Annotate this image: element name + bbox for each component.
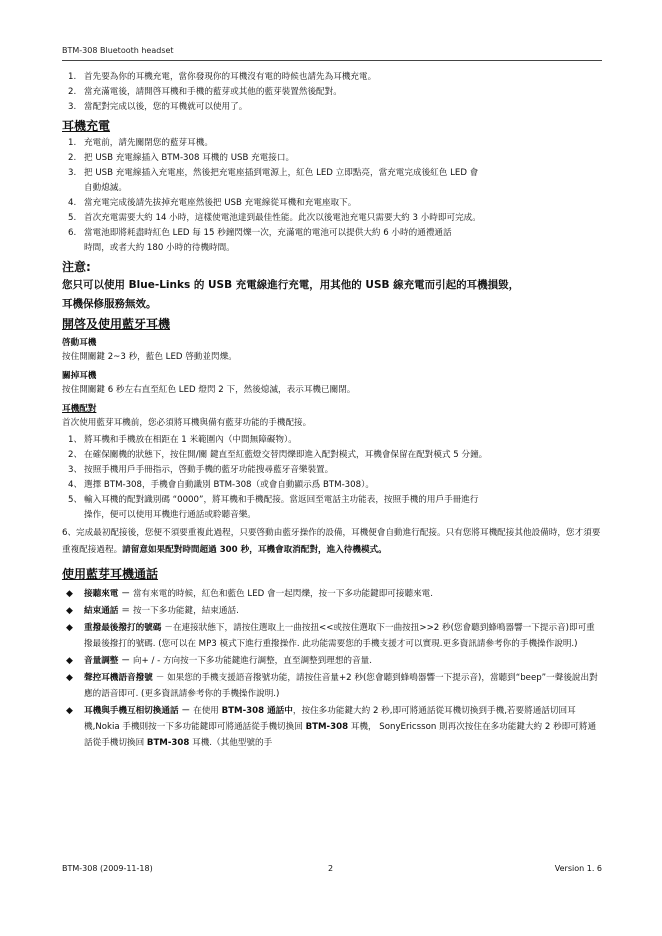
bullet-item: ◆ 音量調整 － 向+ / - 方向按一下多功能鍵進行調整，直至調整到理想的音量. bbox=[62, 653, 602, 669]
footer-doc-id: BTM-308 (2009-11-18) bbox=[62, 864, 153, 873]
pairing-note: 6、完成最初配接後，您便不須要重複此過程，只要啓動由藍牙操作的設備，耳機便會自動進行配接。只有您將耳機配接其他設備時，您才須要重複配接過程。請留意如果配對時間超過 300 秒，耳機會取消配對，進入待機模式。 bbox=[62, 528, 601, 555]
list-item: 2. 把 USB 充電線插入 BTM-308 耳機的 USB 充電接口。 bbox=[68, 153, 295, 163]
list-item: 3. 當配對完成以後，您的耳機就可以使用了。 bbox=[68, 102, 248, 112]
section-heading-power: 開啓及使用藍牙耳機 bbox=[62, 317, 171, 331]
list-item: 4. 當充電完成後請先拔掉充電座然後把 USB 充電線從耳機和充電座取下。 bbox=[68, 198, 357, 208]
document-body bbox=[62, 72, 602, 752]
list-item: 3. 把 USB 充電線插入充電座，然後把充電座插到電源上，紅色 LED 立即點亮，當充電完成後紅色 LED 會 bbox=[68, 168, 479, 178]
note-line: 您只可以使用 Blue-Links 的 USB 充電線進行充電，用其他的 USB 線充電而引起的耳機損毀， bbox=[62, 279, 520, 291]
paragraph: 按住開關鍵 2~3 秒，藍色 LED 啓動並閃爍。 bbox=[62, 352, 237, 362]
list-item: 2. 當充滿電後，請開啓耳機和手機的藍芽或其他的藍芽裝置然後配對。 bbox=[68, 87, 342, 97]
bullet-item: ◆ 接聽來電 － 當有來電的時候，紅色和藍色 LED 會一起閃爍，按一下多功能鍵即可接聽來電. bbox=[62, 586, 602, 602]
bullet-item: ◆ 結束通話 ＝ 按一下多功能鍵，結束通話. bbox=[62, 603, 602, 619]
diamond-bullet-icon: ◆ bbox=[66, 589, 73, 599]
paragraph: 首次使用藍芽耳機前，您必須將耳機與備有藍芽功能的手機配接。 bbox=[62, 418, 312, 428]
list-item: 5、 輸入耳機的配對識別碼 “0000”，將耳機和手機配接。當返回至電話主功能表，按照手機的用戶手冊進行 bbox=[68, 495, 479, 505]
subheading-power-off: 關掉耳機 bbox=[62, 371, 97, 381]
list-item: 5. 首次充電需要大約 14 小時，這樣使電池達到最佳性能。此次以後電池充電只需要大約 3 小時即可完成。 bbox=[68, 213, 481, 223]
header-divider bbox=[62, 60, 602, 61]
list-item-continuation: 時間，或者大約 180 小時的待機時間。 bbox=[84, 243, 235, 253]
section-heading-calls: 使用藍芽耳機通話 bbox=[62, 567, 159, 581]
footer-page-number: 2 bbox=[328, 864, 334, 873]
list-item: 1. 充電前，請先關閉您的藍芽耳機。 bbox=[68, 138, 213, 148]
diamond-bullet-icon: ◆ bbox=[66, 623, 73, 633]
note-heading: 注意: bbox=[62, 260, 91, 274]
diamond-bullet-icon: ◆ bbox=[66, 706, 73, 716]
list-item-continuation: 操作，便可以使用耳機進行通話或聆聽音樂。 bbox=[84, 510, 256, 520]
paragraph: 按住開關鍵 6 秒左右直至紅色 LED 燈閃 2 下，然後熄滅，表示耳機已關閉。 bbox=[62, 385, 356, 395]
list-item: 1、 將耳機和手機放在相距在 1 米範圍內（中間無障礙物）。 bbox=[68, 435, 297, 445]
note-line: 耳機保修服務無效。 bbox=[62, 298, 157, 310]
section-heading-charging: 耳機充電 bbox=[62, 119, 111, 133]
page-header: BTM-308 Bluetooth headset bbox=[62, 46, 174, 55]
subheading-pairing: 耳機配對 bbox=[62, 404, 97, 414]
diamond-bullet-icon: ◆ bbox=[66, 673, 73, 683]
list-item-continuation: 自動熄滅。 bbox=[84, 183, 127, 193]
list-item: 1. 首先要為你的耳機充電，當你發現你的耳機沒有電的時候也請先為耳機充電。 bbox=[68, 72, 377, 82]
bullet-item: ◆ 重撥最後撥打的號碼 －在連接狀態下，請按住選取上一曲按扭<<或按住選取下一曲按扭>>2 秒(您會聽到蜂鳴器響一下提示音)即可重撥最後撥打的號碼. (您可以在 MP3 模式下進行重撥操作. 此功能需要您的手機支援才可以實現.更多資訊請參考你的手機操作說明.) bbox=[62, 620, 602, 652]
bullet-item: ◆ 聲控耳機語音撥號 － 如果您的手機支援語音撥號功能，請按住音量+2 秒(您會聽到蜂鳴器響一下提示音)，當聽到“beep”一聲後說出對應的語音即可. (更多資訊請參考你的手機操作說明.) bbox=[62, 670, 602, 702]
subheading-power-on: 啓動耳機 bbox=[62, 338, 97, 348]
bullet-item: ◆ 耳機與手機互相切換通話 － 在使用 BTM-308 通話中，按住多功能鍵大約 2 秒,即可將通話從耳機切換到手機,若要將通話切回耳機,Nokia 手機則按一下多功能鍵即可將通話從手機切換回 BTM-308 耳機， SonyEricsson 則再次按住在多功能鍵大約 2 秒即可將通話從手機切換回 BTM-308 耳機.（其他型號的手 bbox=[62, 703, 602, 751]
diamond-bullet-icon: ◆ bbox=[66, 606, 73, 616]
diamond-bullet-icon: ◆ bbox=[66, 656, 73, 666]
list-item: 6. 當電池即將耗盡時紅色 LED 每 15 秒鐘閃爍一次，充滿電的電池可以提供大約 6 小時的通禮通話 bbox=[68, 228, 452, 238]
list-item: 3、 按照手機用戶手冊指示，啓動手機的藍牙功能搜尋藍牙音樂裝置。 bbox=[68, 465, 334, 475]
footer-version: Version 1. 6 bbox=[554, 864, 602, 873]
list-item: 2、 在確保關機的狀態下，按住開/關 鍵直至紅藍燈交替閃爍即進入配對模式，耳機會保留在配對模式 5 分鐘。 bbox=[68, 450, 488, 460]
list-item: 4、 選擇 BTM-308，手機會自動識別 BTM-308（或會自動顯示爲 BTM-308）。 bbox=[68, 480, 374, 490]
